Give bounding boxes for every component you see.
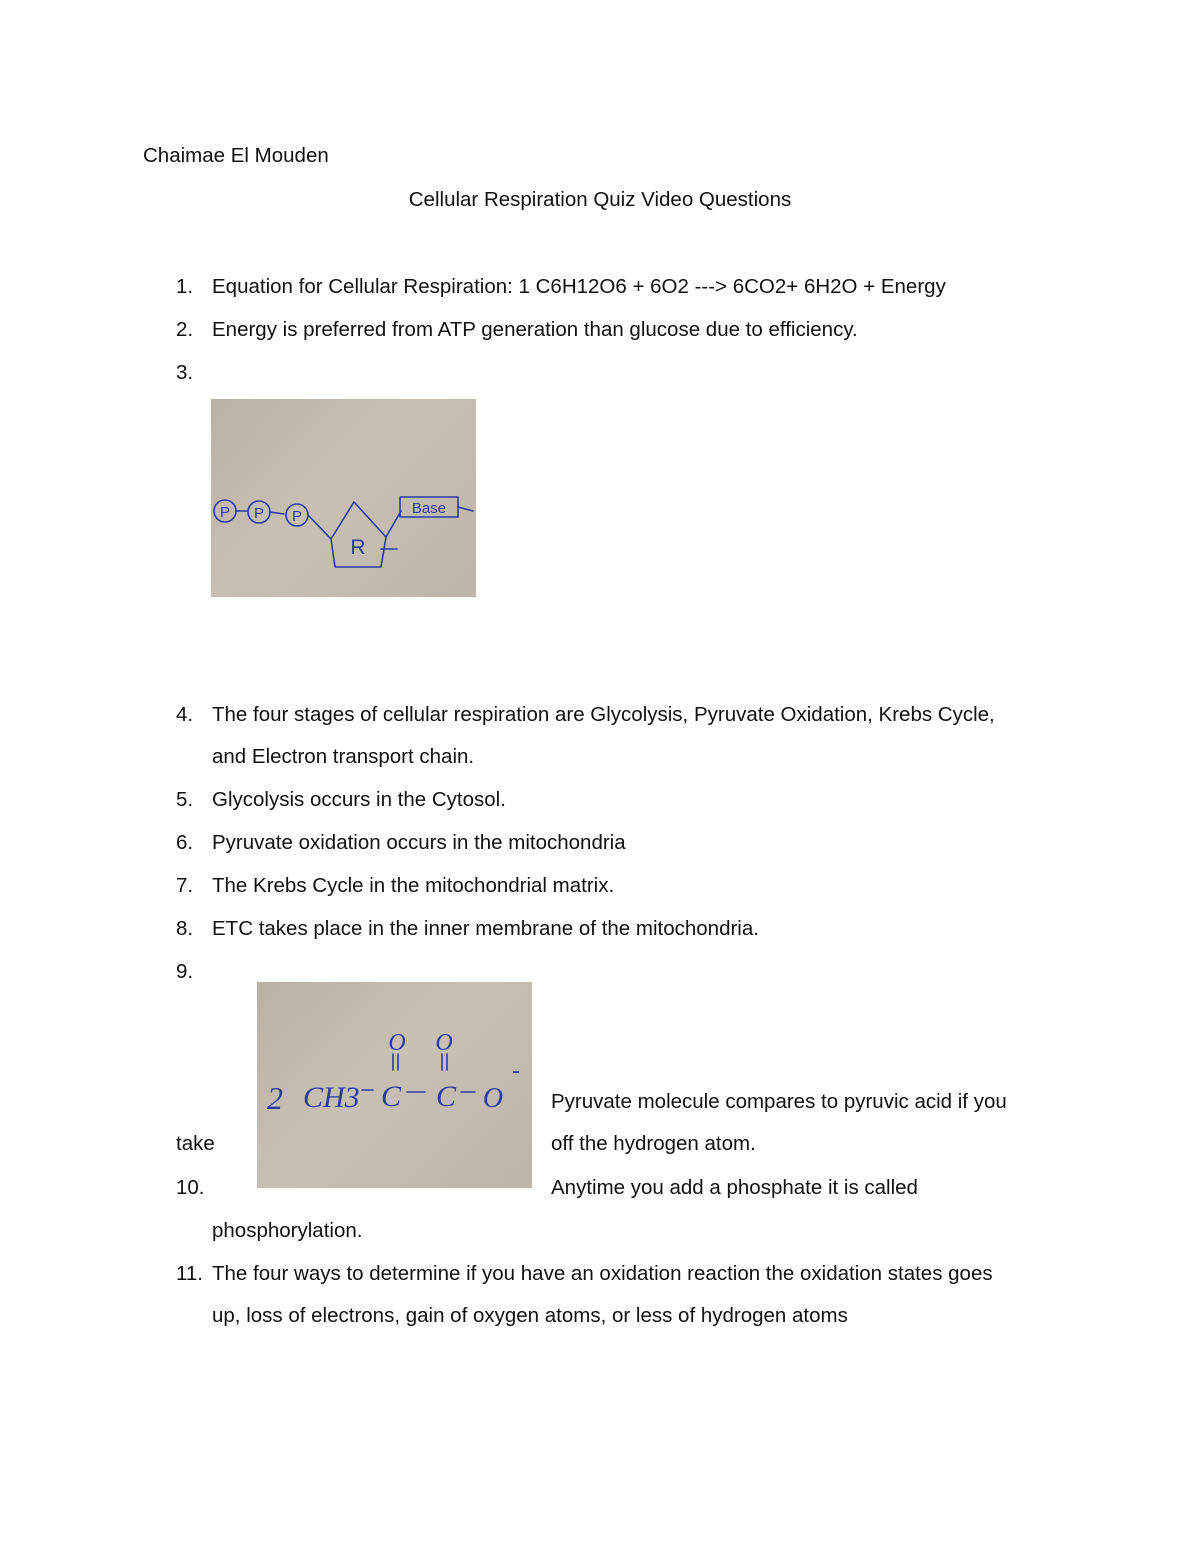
item-text-6: Pyruvate oxidation occurs in the mitochondria <box>212 831 626 854</box>
item-text-5: Glycolysis occurs in the Cytosol. <box>212 788 506 811</box>
item-9-text-line-2: off the hydrogen atom. <box>551 1132 756 1155</box>
pyruvate-coefficient: 2 <box>267 1080 283 1116</box>
pyruvate-methyl-group: CH3 <box>303 1081 360 1114</box>
base-label: Base <box>411 500 447 517</box>
carbon-label-2: C <box>435 1080 457 1113</box>
item-text-7: The Krebs Cycle in the mitochondrial matrix. <box>212 874 615 897</box>
negative-charge: - <box>512 1058 520 1084</box>
oxygen-label-2: O <box>435 1030 453 1056</box>
item-number-11: 11. <box>176 1262 203 1285</box>
item-number-3: 3. <box>176 361 194 384</box>
item-text-2: Energy is preferred from ATP generation than glucose due to efficiency. <box>212 318 858 341</box>
carbon-label-1: C <box>380 1080 402 1113</box>
item-text-10-line-2: phosphorylation. <box>212 1219 363 1242</box>
item-number-8: 8. <box>176 917 194 940</box>
phosphate-label-2: P <box>253 505 265 522</box>
item-number-1: 1. <box>176 275 194 298</box>
item-number-2: 2. <box>176 318 194 341</box>
item-number-5: 5. <box>176 788 194 811</box>
item-9-text-line-1: Pyruvate molecule compares to pyruvic acid if you <box>551 1090 1007 1113</box>
item-text-4-line-2: and Electron transport chain. <box>212 745 475 768</box>
item-text-4-line-1: The four stages of cellular respiration are Glycolysis, Pyruvate Oxidation, Krebs Cycle, <box>212 703 995 726</box>
oxygen-label-3: O <box>482 1083 504 1114</box>
phosphate-label-1: P <box>219 504 231 521</box>
author-name: Chaimae El Mouden <box>143 144 329 167</box>
item-number-6: 6. <box>176 831 194 854</box>
atp-sketch-photo <box>211 399 476 597</box>
item-number-9: 9. <box>176 960 194 983</box>
item-text-11-line-2: up, loss of electrons, gain of oxygen atoms, or less of hydrogen atoms <box>212 1304 848 1327</box>
item-text-8: ETC takes place in the inner membrane of the mitochondria. <box>212 917 759 940</box>
document-title: Cellular Respiration Quiz Video Questions <box>408 188 792 211</box>
oxygen-label-1: O <box>388 1030 406 1056</box>
pyruvate-sketch-photo <box>257 982 532 1188</box>
item-9-text-take: take <box>176 1132 215 1155</box>
item-text-11-line-1: The four ways to determine if you have an oxidation reaction the oxidation states goes <box>212 1262 993 1285</box>
item-text-1: Equation for Cellular Respiration: 1 C6H12O6 + 6O2 ---> 6CO2+ 6H2O + Energy <box>212 275 946 298</box>
item-number-10: 10. <box>176 1176 205 1199</box>
phosphate-label-3: P <box>291 508 303 525</box>
item-text-10-line-1: Anytime you add a phosphate it is called <box>551 1176 918 1199</box>
item-number-7: 7. <box>176 874 194 897</box>
sugar-label: R <box>350 536 366 559</box>
item-number-4: 4. <box>176 703 194 726</box>
